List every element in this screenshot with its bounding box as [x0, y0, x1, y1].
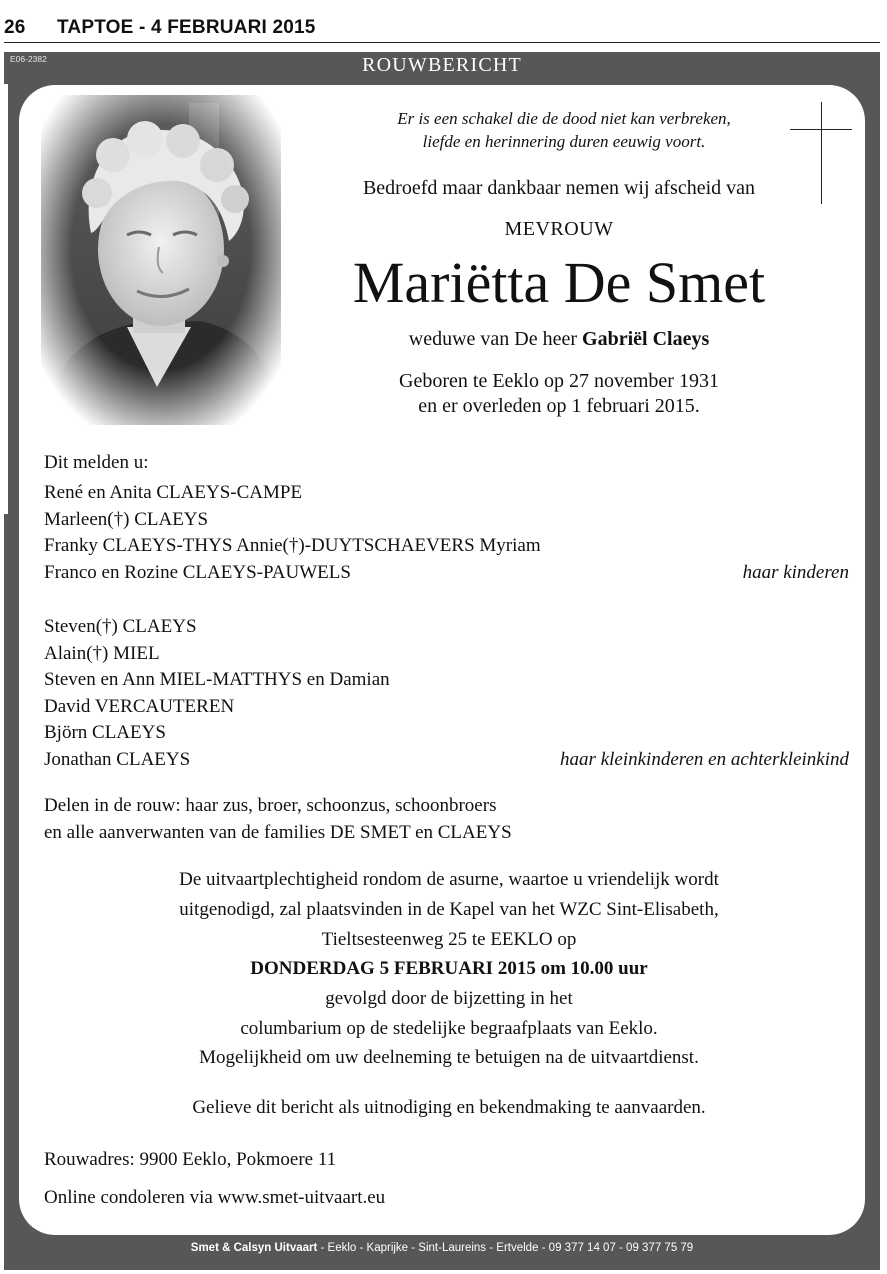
notice-title: ROUWBERICHT	[362, 54, 522, 76]
mourning-line: en alle aanverwanten van de families DE SMET en CLAEYS	[44, 821, 512, 843]
life-dates	[279, 369, 839, 419]
funeral-home-name: Smet & Calsyn Uitvaart	[190, 1242, 318, 1254]
reference-code: E06-2382	[10, 54, 47, 64]
children-relation: haar kinderen	[742, 561, 849, 583]
portrait-photo	[41, 95, 281, 425]
memorial-poem	[329, 107, 799, 153]
mourning-line: Delen in de rouw: haar zus, broer, schoonzus, schoonbroers	[44, 795, 497, 816]
announce-line: Dit melden u:	[44, 452, 149, 473]
list-item	[44, 641, 849, 668]
list-item	[44, 507, 849, 534]
list-item	[44, 747, 849, 774]
family-name: René en Anita CLAEYS-CAMPE	[44, 482, 303, 503]
family-name: Franky CLAEYS-THYS Annie(†)-DUYTSCHAEVERS Myriam	[44, 535, 541, 557]
mourning-address: Rouwadres: 9900 Eeklo, Pokmoere 11	[44, 1149, 337, 1170]
funeral-home-details: - Eeklo - Kaprijke - Sint-Laureins - Ertvelde - 09 377 14 07 - 09 377 75 79	[317, 1242, 694, 1254]
page-number: 26	[4, 17, 26, 38]
mourning-paragraph	[44, 793, 512, 846]
death-line: en er overleden op 1 februari 2015.	[418, 395, 700, 417]
frame-edge-strip	[4, 84, 8, 514]
ceremony-line: Tieltsesteenweg 25 te EEKLO op	[321, 928, 577, 950]
invitation-request: Gelieve dit bericht als uitnodiging en bekendmaking te aanvaarden.	[192, 1097, 706, 1118]
spouse-prefix: weduwe van De heer	[408, 328, 578, 350]
ceremony-line: De uitvaartplechtigheid rondom de asurne, waartoe u vriendelijk wordt	[179, 869, 719, 890]
spouse-name: Gabriël Claeys	[582, 328, 710, 350]
grandchildren-list	[44, 614, 849, 774]
list-item	[44, 614, 849, 641]
ceremony-paragraph	[59, 865, 839, 1044]
farewell-intro: Bedroefd maar dankbaar nemen wij afscheid van	[362, 177, 756, 199]
page-header	[4, 15, 880, 43]
obituary-card	[19, 85, 865, 1235]
poem-line: Er is een schakel die de dood niet kan verbreken,	[397, 109, 731, 128]
birth-line: Geboren te Eeklo op 27 november 1931	[399, 370, 719, 392]
family-name: Marleen(†) CLAEYS	[44, 508, 209, 530]
family-name: Steven en Ann MIEL-MATTHYS en Damian	[44, 669, 390, 691]
family-name: David VERCAUTEREN	[44, 695, 235, 717]
obituary-frame	[4, 52, 880, 1270]
children-list	[44, 480, 849, 586]
list-item	[44, 667, 849, 694]
family-name: Steven(†) CLAEYS	[44, 616, 197, 637]
list-item	[44, 560, 849, 587]
ceremony-line: gevolgd door de bijzetting in het	[325, 988, 573, 1010]
list-item	[44, 694, 849, 721]
list-item	[44, 480, 849, 507]
grandchildren-relation: haar kleinkinderen en achterkleinkind	[560, 748, 849, 770]
family-name: Björn CLAEYS	[44, 722, 166, 744]
ceremony-line: uitgenodigd, zal plaatsvinden in de Kapel van het WZC Sint-Elisabeth,	[179, 898, 719, 920]
ceremony-date: DONDERDAG 5 FEBRUARI 2015 om 10.00 uur	[250, 958, 648, 980]
spouse-line	[279, 328, 839, 351]
family-name: Alain(†) MIEL	[44, 642, 160, 664]
ceremony-line: columbarium op de stedelijke begraafplaats van Eeklo.	[240, 1017, 658, 1039]
salutation: MEVROUW	[504, 218, 614, 240]
list-item	[44, 720, 849, 747]
condolence-note: Mogelijkheid om uw deelneming te betuigen na de uitvaartdienst.	[199, 1047, 699, 1068]
poem-line: liefde en herinnering duren eeuwig voort.	[422, 132, 706, 151]
online-condolence: Online condoleren via www.smet-uitvaart.eu	[44, 1187, 386, 1208]
list-item	[44, 533, 849, 560]
funeral-home-footer	[4, 1242, 880, 1254]
family-name: Jonathan CLAEYS	[44, 748, 191, 770]
publication-title: TAPTOE - 4 FEBRUARI 2015	[57, 17, 316, 38]
deceased-name: Mariëtta De Smet	[352, 250, 766, 315]
family-name: Franco en Rozine CLAEYS-PAUWELS	[44, 561, 351, 583]
